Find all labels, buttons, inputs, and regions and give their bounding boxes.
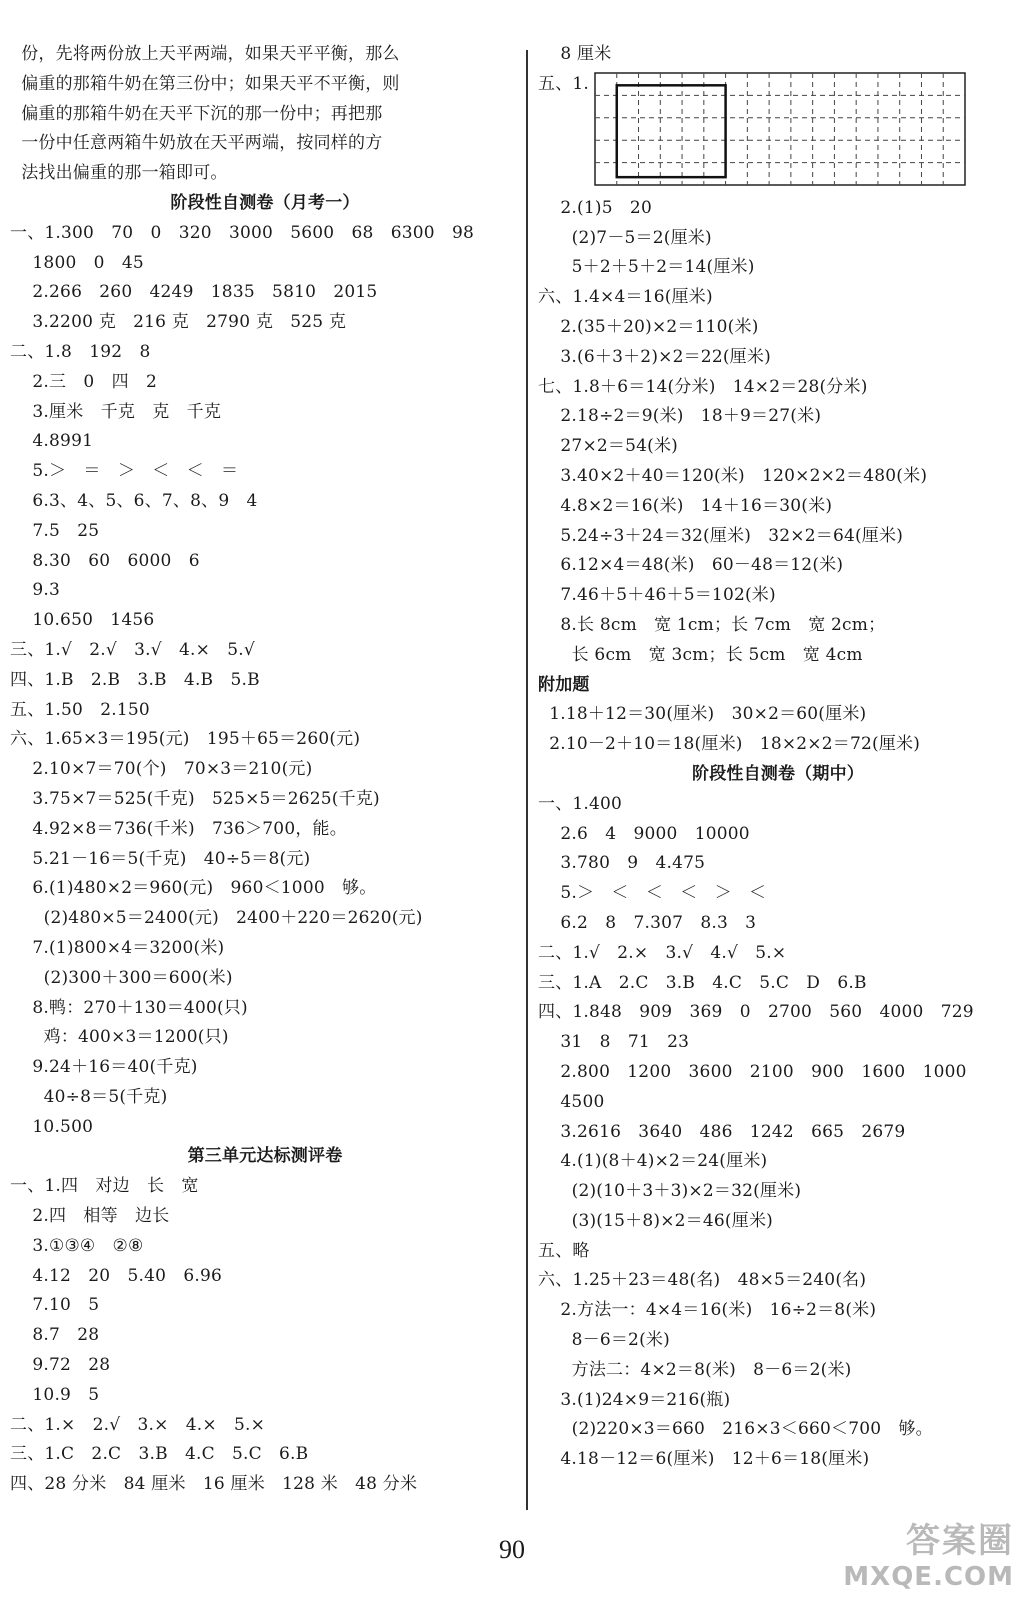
- answer-line: 10.9 5: [10, 1384, 100, 1405]
- answer-line: 2.800 1200 3600 2100 900 1600 1000: [538, 1061, 967, 1082]
- answer-line: 7.5 25: [10, 520, 100, 541]
- answer-line: (2)300＋300＝600(米): [10, 967, 233, 988]
- answer-line: 3.780 9 4.475: [538, 853, 706, 874]
- answer-line: (3)(15＋8)×2＝46(厘米): [538, 1210, 773, 1231]
- answer-line: 3.2200 克 216 克 2790 克 525 克: [10, 312, 347, 333]
- answer-line: (2)7－5＝2(厘米): [538, 227, 712, 248]
- answer-line: 4.8991: [10, 431, 94, 452]
- answer-line: 五、1.: [538, 73, 590, 94]
- column-divider: [526, 50, 528, 1510]
- answer-line: 5.＞ ＝ ＞ ＜ ＜ ＝: [10, 461, 239, 482]
- right-column: [538, 40, 1018, 1475]
- watermark-text: 答案圈: [906, 1521, 1014, 1561]
- answer-line: 31 8 71 23: [538, 1032, 690, 1053]
- answer-line: 4.(1)(8＋4)×2＝24(厘米): [538, 1151, 768, 1172]
- answer-line: 5＋2＋5＋2＝14(厘米): [538, 257, 755, 278]
- answer-line: 五、1.50 2.150: [10, 699, 150, 720]
- answer-line: 8.长 8cm 宽 1cm；长 7cm 宽 2cm；: [538, 614, 886, 635]
- answer-line: 附加题: [538, 674, 590, 695]
- section-title: 第三单元达标测评卷: [187, 1146, 343, 1167]
- answer-line: 2.266 260 4249 1835 5810 2015: [10, 282, 378, 303]
- answer-line: 6.3、4、5、6、7、8、9 4: [10, 490, 258, 511]
- watermark-url: MXQE.COM: [843, 1562, 1014, 1592]
- square-drawing-grid: [594, 72, 966, 188]
- answer-line: 2.10－2＋10＝18(厘米) 18×2×2＝72(厘米): [538, 734, 921, 755]
- answer-line: 法找出偏重的那一箱即可。: [10, 163, 228, 184]
- answer-line: 方法二：4×2＝8(米) 8－6＝2(米): [538, 1359, 852, 1380]
- answer-line: 5.24÷3＋24＝32(厘米) 32×2＝64(厘米): [538, 525, 904, 546]
- answer-line: 10.650 1456: [10, 610, 155, 631]
- answer-line: 2.三 0 四 2: [10, 371, 158, 392]
- answer-line: 8－6＝2(米): [538, 1330, 670, 1351]
- answer-line: 4.8×2＝16(米) 14＋16＝30(米): [538, 495, 833, 516]
- answer-line: (2)480×5＝2400(元) 2400＋220＝2620(元): [10, 908, 423, 929]
- answer-line: 鸡：400×3＝1200(只): [10, 1027, 229, 1048]
- answer-line: 8.7 28: [10, 1325, 100, 1346]
- answer-line: 一份中任意两箱牛奶放在天平两端，按同样的方: [10, 133, 383, 154]
- answer-line: 4.12 20 5.40 6.96: [10, 1265, 223, 1286]
- answer-line: 2.6 4 9000 10000: [538, 823, 750, 844]
- answer-line: 2.方法一：4×4＝16(米) 16÷2＝8(米): [538, 1300, 877, 1321]
- answer-line: 六、1.65×3＝195(元) 195＋65＝260(元): [10, 729, 361, 750]
- answer-line: 四、28 分米 84 厘米 16 厘米 128 米 48 分米: [10, 1474, 418, 1495]
- answer-line: 9.3: [10, 580, 61, 601]
- answer-line: 三、1.A 2.C 3.B 4.C 5.C D 6.B: [538, 972, 867, 993]
- answer-line: 10.500: [10, 1116, 94, 1137]
- answer-line: 27×2＝54(米): [538, 436, 679, 457]
- answer-line: 2.10×7＝70(个) 70×3＝210(元): [10, 759, 313, 780]
- watermark: [843, 1513, 1014, 1592]
- answer-line: 2.(35＋20)×2＝110(米): [538, 316, 759, 337]
- answer-line: 六、1.25＋23＝48(名) 48×5＝240(名): [538, 1270, 867, 1291]
- answer-line: 6.12×4＝48(米) 60－48＝12(米): [538, 555, 844, 576]
- answer-line: (2)(10＋3＋3)×2＝32(厘米): [538, 1181, 802, 1202]
- answer-line: 2.(1)5 20: [538, 197, 652, 218]
- section-title: 阶段性自测卷（期中）: [692, 763, 864, 784]
- answer-line: 40÷8＝5(千克): [10, 1086, 168, 1107]
- answer-grid-row: [538, 70, 1018, 194]
- answer-line: 四、1.848 909 369 0 2700 560 4000 729: [538, 1002, 974, 1023]
- answer-line: 二、1.√ 2.× 3.√ 4.√ 5.×: [538, 942, 787, 963]
- answer-line: (2)220×3＝660 216×3＜660＜700 够。: [538, 1419, 933, 1440]
- answer-line: 2.四 相等 边长: [10, 1206, 170, 1227]
- answer-line: 3.厘米 千克 克 千克: [10, 401, 222, 422]
- answer-line: 3.2616 3640 486 1242 665 2679: [538, 1121, 906, 1142]
- answer-line: 3.75×7＝525(千克) 525×5＝2625(千克): [10, 788, 380, 809]
- answer-line: 一、1.四 对边 长 宽: [10, 1176, 199, 1197]
- answer-line: 2.18÷2＝9(米) 18＋9＝27(米): [538, 406, 822, 427]
- answer-line: 1.18＋12＝30(厘米) 30×2＝60(厘米): [538, 704, 867, 725]
- answer-line: 二、1.× 2.√ 3.× 4.× 5.×: [10, 1414, 266, 1435]
- answer-line: 二、1.8 192 8: [10, 341, 151, 362]
- page-number: 90: [499, 1535, 525, 1564]
- answer-line: 4.92×8＝736(千米) 736＞700，能。: [10, 818, 347, 839]
- answer-line: 7.(1)800×4＝3200(米): [10, 937, 225, 958]
- answer-line: 3.(6＋3＋2)×2＝22(厘米): [538, 346, 771, 367]
- answer-line: 7.10 5: [10, 1295, 100, 1316]
- answer-line: 6.(1)480×2＝960(元) 960＜1000 够。: [10, 878, 377, 899]
- answer-line: 偏重的那箱牛奶在天平下沉的那一份中；再把那: [10, 103, 383, 124]
- answer-line: 一、1.400: [538, 793, 623, 814]
- section-title: 阶段性自测卷（月考一）: [170, 192, 360, 213]
- answer-line: 五、略: [538, 1240, 590, 1261]
- grid-border: [595, 73, 965, 185]
- answer-line: 一、1.300 70 0 320 3000 5600 68 6300 98: [10, 222, 475, 243]
- answer-line: 3.①③④ ②⑧: [10, 1235, 144, 1256]
- answer-line: 1800 0 45: [10, 252, 144, 273]
- answer-line: 偏重的那箱牛奶在第三份中；如果天平不平衡，则: [10, 73, 400, 94]
- answer-line: 份，先将两份放上天平两端，如果天平平衡，那么: [10, 44, 400, 64]
- drawn-square: [617, 85, 726, 177]
- answer-line: 3.40×2＋40＝120(米) 120×2×2＝480(米): [538, 465, 928, 486]
- answer-line: 5.＞ ＜ ＜ ＜ ＞ ＜: [538, 883, 767, 904]
- answer-line: 3.(1)24×9＝216(瓶): [538, 1389, 731, 1410]
- answer-line: 长 6cm 宽 3cm；长 5cm 宽 4cm: [538, 644, 863, 665]
- answer-line: 8 厘米: [538, 44, 612, 64]
- answer-line: 4500: [538, 1091, 605, 1112]
- answer-line: 六、1.4×4＝16(厘米): [538, 287, 713, 308]
- answer-line: 七、1.8＋6＝14(分米) 14×2＝28(分米): [538, 376, 868, 397]
- answer-line: 三、1.C 2.C 3.B 4.C 5.C 6.B: [10, 1444, 309, 1465]
- answer-line: 6.2 8 7.307 8.3 3: [538, 912, 757, 933]
- answer-line: 8.30 60 6000 6: [10, 550, 200, 571]
- answer-line: 8.鸭：270＋130＝400(只): [10, 997, 248, 1018]
- answer-line: 7.46＋5＋46＋5＝102(米): [538, 585, 776, 606]
- answer-line: 5.21－16＝5(千克) 40÷5＝8(元): [10, 848, 311, 869]
- left-column: [10, 40, 520, 1500]
- answer-line: 三、1.√ 2.√ 3.√ 4.× 5.√: [10, 639, 255, 660]
- answer-line: 9.24＋16＝40(千克): [10, 1057, 198, 1078]
- answer-line: 四、1.B 2.B 3.B 4.B 5.B: [10, 669, 260, 690]
- answer-line: 9.72 28: [10, 1355, 111, 1376]
- answer-line: 4.18－12＝6(厘米) 12＋6＝18(厘米): [538, 1449, 870, 1470]
